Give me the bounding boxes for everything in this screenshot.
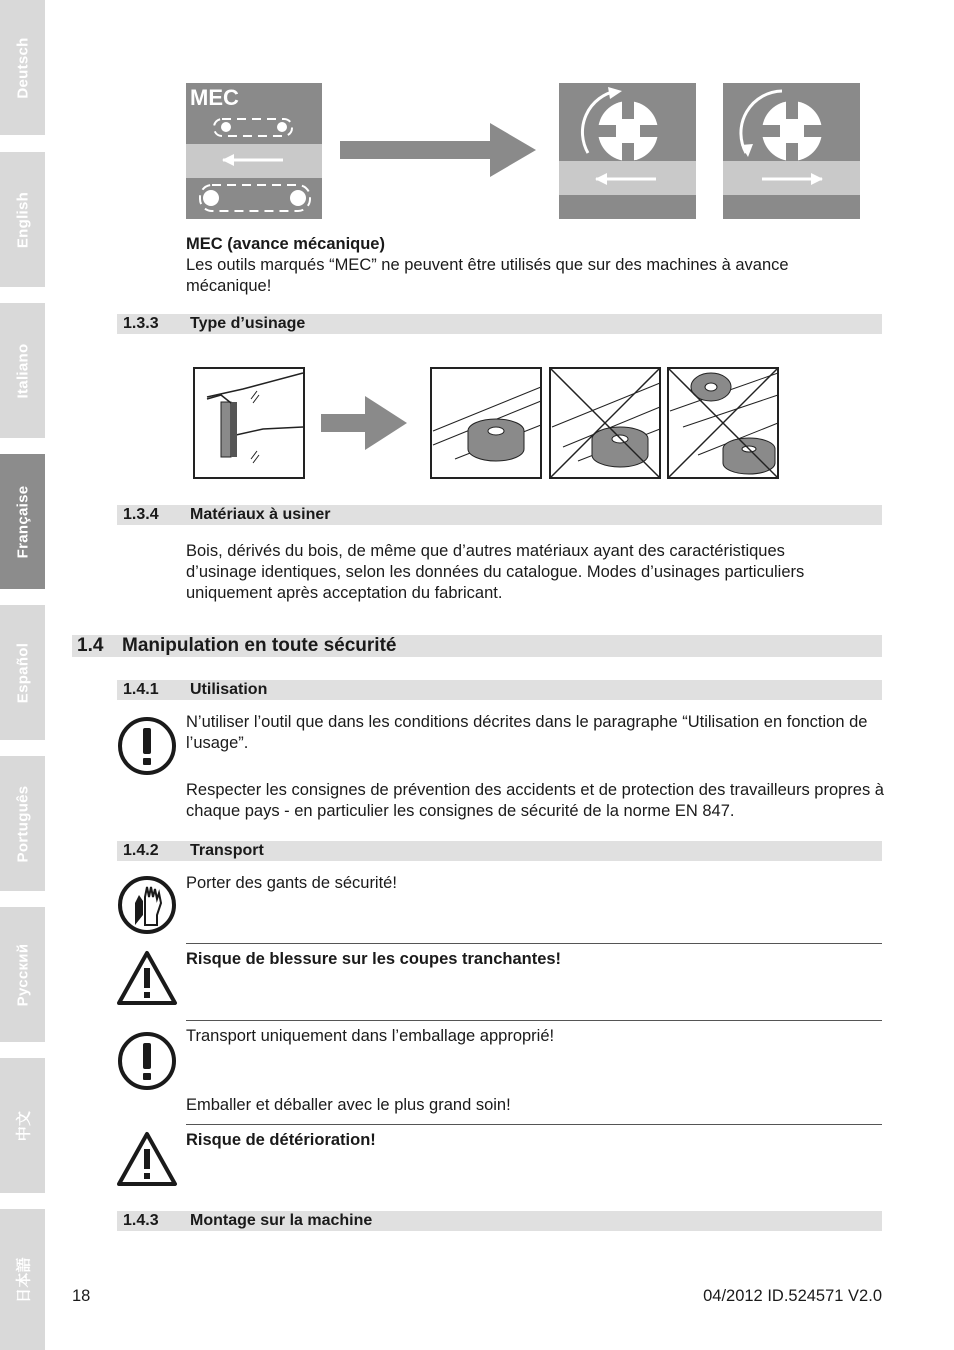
section-title: Utilisation xyxy=(190,681,268,698)
lang-tab-label: Italiano xyxy=(14,343,31,398)
section-number: 1.4 xyxy=(77,635,104,656)
lang-tab-deutsch[interactable] xyxy=(0,0,45,135)
section-title: Montage sur la machine xyxy=(190,1212,373,1229)
lang-tab-espanol[interactable] xyxy=(0,605,45,740)
materials-body: Bois, dérivés du bois, de même que d’autres matériaux ayant des caractéristiques d’usinage identiques, selon les données du catalogue. Modes d’usinages particuliers uniquement après acceptation du fabricant. xyxy=(186,542,805,602)
section-title: Manipulation en toute sécurité xyxy=(122,635,397,656)
section-number: 1.4.3 xyxy=(123,1212,159,1229)
section-number: 1.4.2 xyxy=(123,842,159,859)
lang-tab-japanese[interactable] xyxy=(0,1209,45,1350)
injury-warning: Risque de blessure sur les coupes tranchantes! xyxy=(186,950,562,968)
lang-tab-label: Português xyxy=(14,785,31,862)
page-number: 18 xyxy=(72,1287,91,1305)
lang-tab-label: English xyxy=(14,191,31,248)
mec-body: Les outils marqués “MEC” ne peuvent être utilisés que sur des machines à avance mécanique! xyxy=(186,256,789,295)
mec-feed-figure xyxy=(186,83,860,219)
divider xyxy=(186,1020,882,1021)
warning-triangle-icon xyxy=(116,950,178,1006)
section-number: 1.3.3 xyxy=(123,315,159,332)
lang-tab-label: Español xyxy=(14,642,31,703)
divider xyxy=(186,1124,882,1125)
mandatory-notice-icon xyxy=(117,716,177,776)
section-1-4-1 xyxy=(117,680,882,700)
gloves-text: Porter des gants de sécurité! xyxy=(186,874,397,892)
lang-tab-english[interactable] xyxy=(0,152,45,287)
section-title: Type d’usinage xyxy=(190,315,306,332)
mec-title: MEC (avance mécanique) xyxy=(186,235,385,253)
mec-label: MEC xyxy=(190,85,239,110)
lang-tab-label: Française xyxy=(14,485,31,558)
section-title: Transport xyxy=(190,842,264,859)
lang-tab-portugues[interactable] xyxy=(0,756,45,891)
machining-type-figure xyxy=(193,367,780,479)
section-number: 1.4.1 xyxy=(123,681,159,698)
divider xyxy=(186,943,882,944)
packing-text: Emballer et déballer avec le plus grand soin! xyxy=(186,1096,511,1114)
lang-tab-russian[interactable] xyxy=(0,907,45,1042)
gloves-icon xyxy=(117,875,177,935)
lang-tab-label: 中文 xyxy=(15,1110,32,1141)
lang-tab-label: Deutsch xyxy=(14,36,31,99)
document-id: 04/2012 ID.524571 V2.0 xyxy=(703,1287,882,1305)
mandatory-notice-icon xyxy=(117,1031,177,1091)
transport-text: Transport uniquement dans l’emballage approprié! xyxy=(186,1027,555,1045)
lang-tab-italiano[interactable] xyxy=(0,303,45,438)
lang-tab-francaise[interactable] xyxy=(0,454,45,589)
section-1-4 xyxy=(72,635,882,657)
usage-paragraph-1: N’utiliser l’outil que dans les conditions décrites dans le paragraphe “Utilisation en fonction de l’usage”. xyxy=(186,713,868,752)
section-1-3-3 xyxy=(117,314,882,334)
section-1-4-3 xyxy=(117,1211,882,1231)
section-1-3-4 xyxy=(117,505,882,525)
usage-paragraph-2: Respecter les consignes de prévention des accidents et de protection des travailleurs propres à chaque pays - en particulier les consignes de sécurité de la norme EN 847. xyxy=(186,781,884,820)
section-number: 1.3.4 xyxy=(123,506,159,523)
warning-triangle-icon xyxy=(116,1131,178,1187)
lang-tab-label: Русский xyxy=(14,943,31,1006)
section-title: Matériaux à usiner xyxy=(190,506,331,523)
damage-warning: Risque de détérioration! xyxy=(186,1131,376,1149)
section-1-4-2 xyxy=(117,841,882,861)
lang-tab-chinese[interactable] xyxy=(0,1058,45,1193)
lang-tab-label: 日本語 xyxy=(15,1256,32,1303)
